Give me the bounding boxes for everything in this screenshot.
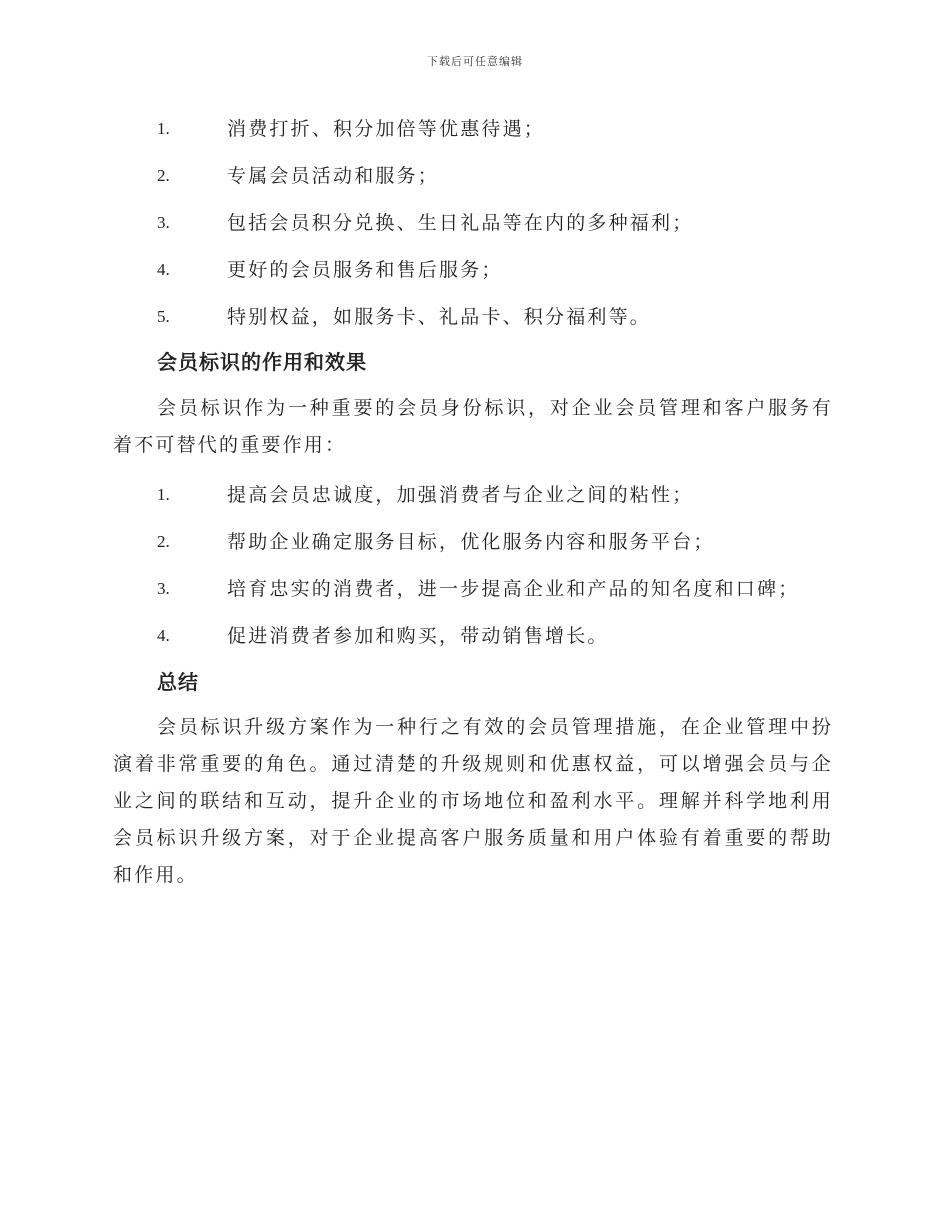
- list-item-text: 特别权益，如服务卡、礼品卡、积分福利等。: [227, 306, 652, 328]
- list-item: [0, 305, 950, 352]
- benefits-list: [0, 117, 950, 352]
- list-item-text: 消费打折、积分加倍等优惠待遇；: [227, 118, 546, 140]
- list-item-text: 帮助企业确定服务目标，优化服务内容和服务平台；: [227, 531, 715, 553]
- section-heading: 总结: [157, 670, 199, 694]
- list-item: [0, 483, 950, 530]
- section-heading: 会员标识的作用和效果: [157, 350, 367, 374]
- list-item: [0, 211, 950, 258]
- list-item: [0, 117, 950, 164]
- list-item-text: 培育忠实的消费者，进一步提高企业和产品的知名度和口碑；: [227, 578, 800, 600]
- list-item-text: 提高会员忠诚度，加强消费者与企业之间的粘性；: [227, 484, 694, 506]
- list-item-text: 专属会员活动和服务；: [227, 165, 440, 187]
- list-item-number: 2.: [157, 532, 170, 551]
- list-item-number: 1.: [157, 119, 170, 138]
- list-item: [0, 624, 950, 671]
- list-item-number: 4.: [157, 260, 170, 279]
- section-intro-paragraph: 会员标识作为一种重要的会员身份标识，对企业会员管理和客户服务有着不可替代的重要作用：: [113, 397, 833, 456]
- list-item-number: 3.: [157, 213, 170, 232]
- list-item: [0, 164, 950, 211]
- list-item-text: 促进消费者参加和购买，带动销售增长。: [227, 625, 609, 647]
- list-item: [0, 530, 950, 577]
- list-item-number: 2.: [157, 166, 170, 185]
- list-item-number: 3.: [157, 579, 170, 598]
- list-item-text: 更好的会员服务和售后服务；: [227, 259, 503, 281]
- list-item-number: 4.: [157, 626, 170, 645]
- list-item: [0, 258, 950, 305]
- summary-paragraph: 会员标识升级方案作为一种行之有效的会员管理措施，在企业管理中扮演着非常重要的角色。通过清楚的升级规则和优惠权益，可以增强会员与企业之间的联结和互动，提升企业的市场地位和盈利水平。理解并科学地利用会员标识升级方案，对于企业提高客户服务质量和用户体验有着重要的帮助和作用。: [113, 716, 833, 886]
- list-item: [0, 577, 950, 624]
- list-item-number: 5.: [157, 307, 170, 326]
- list-item-text: 包括会员积分兑换、生日礼品等在内的多种福利；: [227, 212, 694, 234]
- role-list: [0, 483, 950, 671]
- header-note: 下载后可任意编辑: [427, 55, 523, 68]
- list-item-number: 1.: [157, 485, 170, 504]
